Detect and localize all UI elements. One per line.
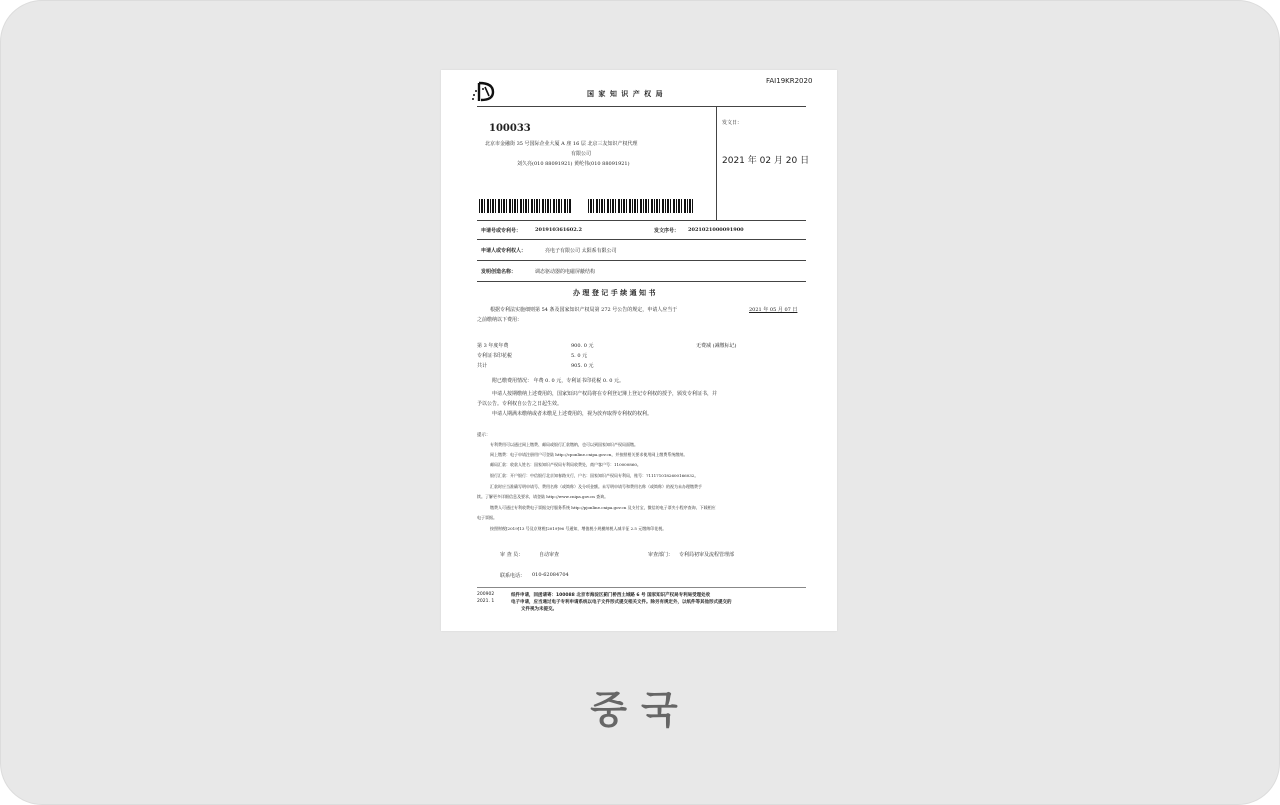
fee-name-3: 共计 xyxy=(477,363,488,369)
tip-line: 银行汇款：开户银行：中信银行北京知春路支行，户名：国家知识产权局专利局，账号：7111710182600166032。 xyxy=(490,473,699,478)
dept: 专利局初审及流程管理部 xyxy=(679,552,735,558)
footer-line2: 电子申请，应当通过电子专利申请系统以电子文件形式提交相关文件。除另有规定外，以纸件等其他形式提交的 xyxy=(511,600,732,605)
footer-code2: 2021. 1 xyxy=(477,599,495,604)
para1-end: 之前缴纳以下费用： xyxy=(477,317,523,323)
fee-amount-1: 900. 0 元 xyxy=(571,343,594,349)
applicant-label: 申请人或专利权人： xyxy=(481,248,527,254)
tip-line: 汇款时应当准确写明申请号、费用名称（或简称）及分项金额。未写明申请号和费用名称（或简称）的视为未办理缴费手 xyxy=(490,484,702,489)
notice-title: 办 理 登 记 手 续 通 知 书 xyxy=(573,288,656,297)
tip-line: 专利费用可以通过网上缴费、邮局或银行汇款缴纳，也可以到国家知识产权局面缴。 xyxy=(490,442,638,447)
reviewer: 自动审查 xyxy=(539,552,560,558)
tip-line: 续。了解更多详细信息及要求，请登陆 http://www.cnipa.gov.cn 查询。 xyxy=(477,494,609,499)
fee-name-1: 第 3 年度年费 xyxy=(477,343,509,349)
address-line2: 有限公司 xyxy=(571,151,592,157)
invention-label: 发明创造名称： xyxy=(481,269,517,275)
app-no: 201910361602.2 xyxy=(535,227,582,233)
fee-note-1: 无费减 (减缴标记) xyxy=(696,343,737,349)
dept-label: 审查部门： xyxy=(648,552,674,558)
phone-label: 联系电话： xyxy=(500,573,526,579)
send-date-label: 发文日： xyxy=(722,120,743,126)
barcode-right xyxy=(588,199,695,213)
tips-label: 提示： xyxy=(477,433,491,438)
fee-amount-2: 5. 0 元 xyxy=(571,353,588,359)
applicant: 亮电子有限公司 太阳系有限公司 xyxy=(545,248,617,254)
patent-notice-document xyxy=(441,70,837,631)
cnipa-logo-icon xyxy=(471,81,501,103)
reviewer-label: 审 查 员： xyxy=(500,552,524,558)
fee-amount-3: 905. 0 元 xyxy=(571,363,594,369)
para2-line2: 予以公告。专利权自公告之日起生效。 xyxy=(477,401,563,407)
country-caption: 중국 xyxy=(590,688,692,732)
app-no-label: 申请号或专利号： xyxy=(481,228,522,234)
postcode: 100033 xyxy=(489,123,531,134)
fee-name-2: 专利证书印花税 xyxy=(477,353,513,359)
footer-code1: 200902 xyxy=(477,592,495,597)
para1-deadline: 2021 年 05 月 07 日 xyxy=(749,307,798,313)
serial-label: 发文序号： xyxy=(654,228,680,234)
serial: 2021021000091900 xyxy=(688,227,744,233)
send-date: 2021 年 02 月 20 日 xyxy=(722,156,810,166)
barcode-left xyxy=(479,199,571,213)
para2-line1: 申请人按期缴纳上述费用的，国家知识产权局将在专利登记簿上登记专利权的授予，颁发专利证书，并 xyxy=(492,391,718,397)
tip-line: 网上缴费：电子申请注册用户可登陆 http://cponline.cnipa.gov.cn，并按照相关要求使用网上缴费系统缴纳。 xyxy=(490,452,688,457)
tip-line: 按照财税[2019]13 号及京财税[2019]96 号通知，增值税小规模纳税人减半征 2.5 元缴纳印花税。 xyxy=(490,526,667,531)
phone: 010-62084704 xyxy=(532,572,569,578)
footer-line1: 纸件申请，回函请寄：100088 北京市海淀区蓟门桥西土城路 6 号 国家知识产权局专利局受理处收 xyxy=(511,593,711,598)
paid-status: 附已缴费用情况： 年费 0. 0 元，专利证书印花税 0. 0 元。 xyxy=(492,378,625,384)
form-code: FAI19KR2020 xyxy=(766,77,813,85)
contacts: 刘久亮(010 88091921) 黄纶伟(010 88091921) xyxy=(517,161,630,167)
para1-text: 根据专利法实施细则第 54 条及国家知识产权局第 272 号公告的规定，申请人应当于 xyxy=(490,307,678,313)
tip-line: 缴费人可通过专利收费电子票据交付服务系统 http://pjonline.cnipa.gov.cn 及支付宝，微信的电子票夹小程序查询、下载相应 xyxy=(490,505,716,510)
tip-line: 电子票据。 xyxy=(477,515,497,520)
invention-title: 调态驱动器的电磁屏蔽结构 xyxy=(535,269,596,275)
para3: 申请人期满未缴纳或者未缴足上述费用的，视为放弃取得专利权的权利。 xyxy=(492,411,653,417)
address-line1: 北京市金融街 35 号国际企业大厦 A 座 16 层 北京三友知识产权代理 xyxy=(485,141,638,147)
footer-line3: 文件视为未提交。 xyxy=(521,607,557,612)
tip-line: 邮局汇款：收款人姓名：国家知识产权局专利局收费处，商户客户号：110000860。 xyxy=(490,462,641,467)
office-title: 国 家 知 识 产 权 局 xyxy=(587,89,664,98)
